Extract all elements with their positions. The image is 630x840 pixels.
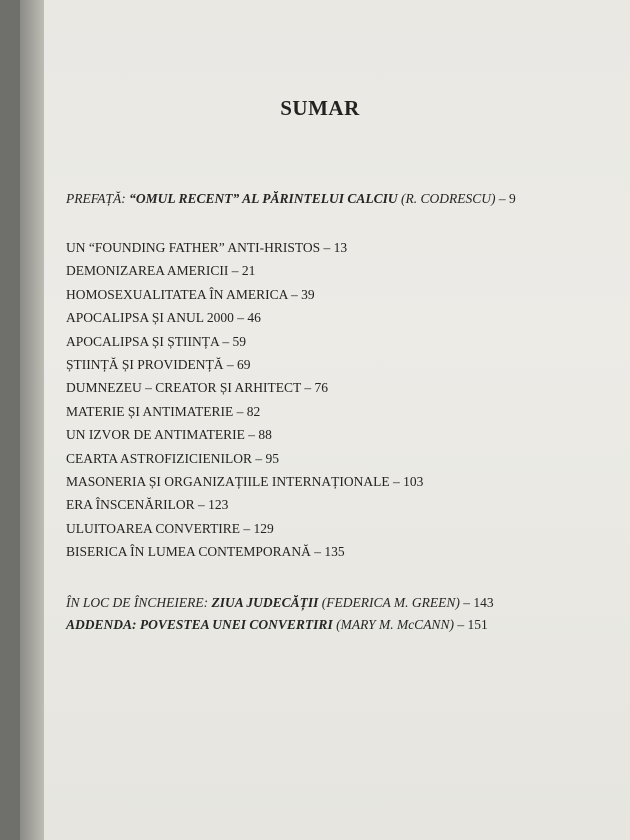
toc-addendum-entry: [66, 614, 494, 636]
toc-entry: BISERICA ÎN LUMEA CONTEMPORANĂ – 135: [66, 544, 345, 560]
addendum-page: – 151: [457, 617, 488, 632]
addendum-author: (MARY M. McCANN): [336, 617, 454, 632]
closing-page: – 143: [463, 595, 494, 610]
toc-entry: APOCALIPSA ȘI ȘTIINȚA – 59: [66, 333, 247, 349]
toc-preface-entry: [66, 191, 516, 207]
toc-closing-entry: [66, 592, 494, 614]
closing-title: ZIUA JUDECĂȚII: [211, 595, 319, 610]
toc-entry: ULUITOAREA CONVERTIRE – 129: [66, 520, 274, 536]
toc-entry: HOMOSEXUALITATEA ÎN AMERICA – 39: [66, 286, 315, 302]
preface-label: PREFAȚĂ:: [66, 191, 126, 206]
toc-entry: MATERIE ȘI ANTIMATERIE – 82: [66, 403, 261, 419]
table-of-contents: [66, 236, 423, 563]
toc-entry: ȘTIINȚĂ ȘI PROVIDENȚĂ – 69: [66, 356, 251, 372]
closing-label: ÎN LOC DE ÎNCHEIERE:: [66, 595, 209, 610]
toc-entry: UN “FOUNDING FATHER” ANTI-HRISTOS – 13: [66, 240, 348, 255]
addendum-label: ADDENDA:: [66, 617, 137, 632]
toc-entry: DEMONIZAREA AMERICII – 21: [66, 263, 256, 279]
preface-title: “OMUL RECENT” AL PĂRINTELUI CALCIU: [129, 191, 398, 206]
toc-entry: DUMNEZEU – CREATOR ȘI ARHITECT – 76: [66, 380, 329, 396]
toc-entry: CEARTA ASTROFIZICIENILOR – 95: [66, 450, 279, 466]
preface-page: – 9: [498, 191, 516, 206]
page-title: SUMAR: [280, 96, 360, 120]
book-page: [44, 0, 630, 840]
toc-ending-block: [66, 592, 494, 636]
toc-entry: MASONERIA ȘI ORGANIZAȚIILE INTERNAȚIONALE – 103: [66, 473, 424, 489]
toc-entry: ERA ÎNSCENĂRILOR – 123: [66, 497, 229, 513]
preface-author: (R. CODRESCU): [401, 191, 496, 206]
toc-entry: APOCALIPSA ȘI ANUL 2000 – 46: [66, 310, 261, 326]
closing-author: (FEDERICA M. GREEN): [321, 595, 460, 610]
addendum-title: POVESTEA UNEI CONVERTIRI: [139, 617, 333, 632]
toc-entry: UN IZVOR DE ANTIMATERIE – 88: [66, 427, 272, 443]
